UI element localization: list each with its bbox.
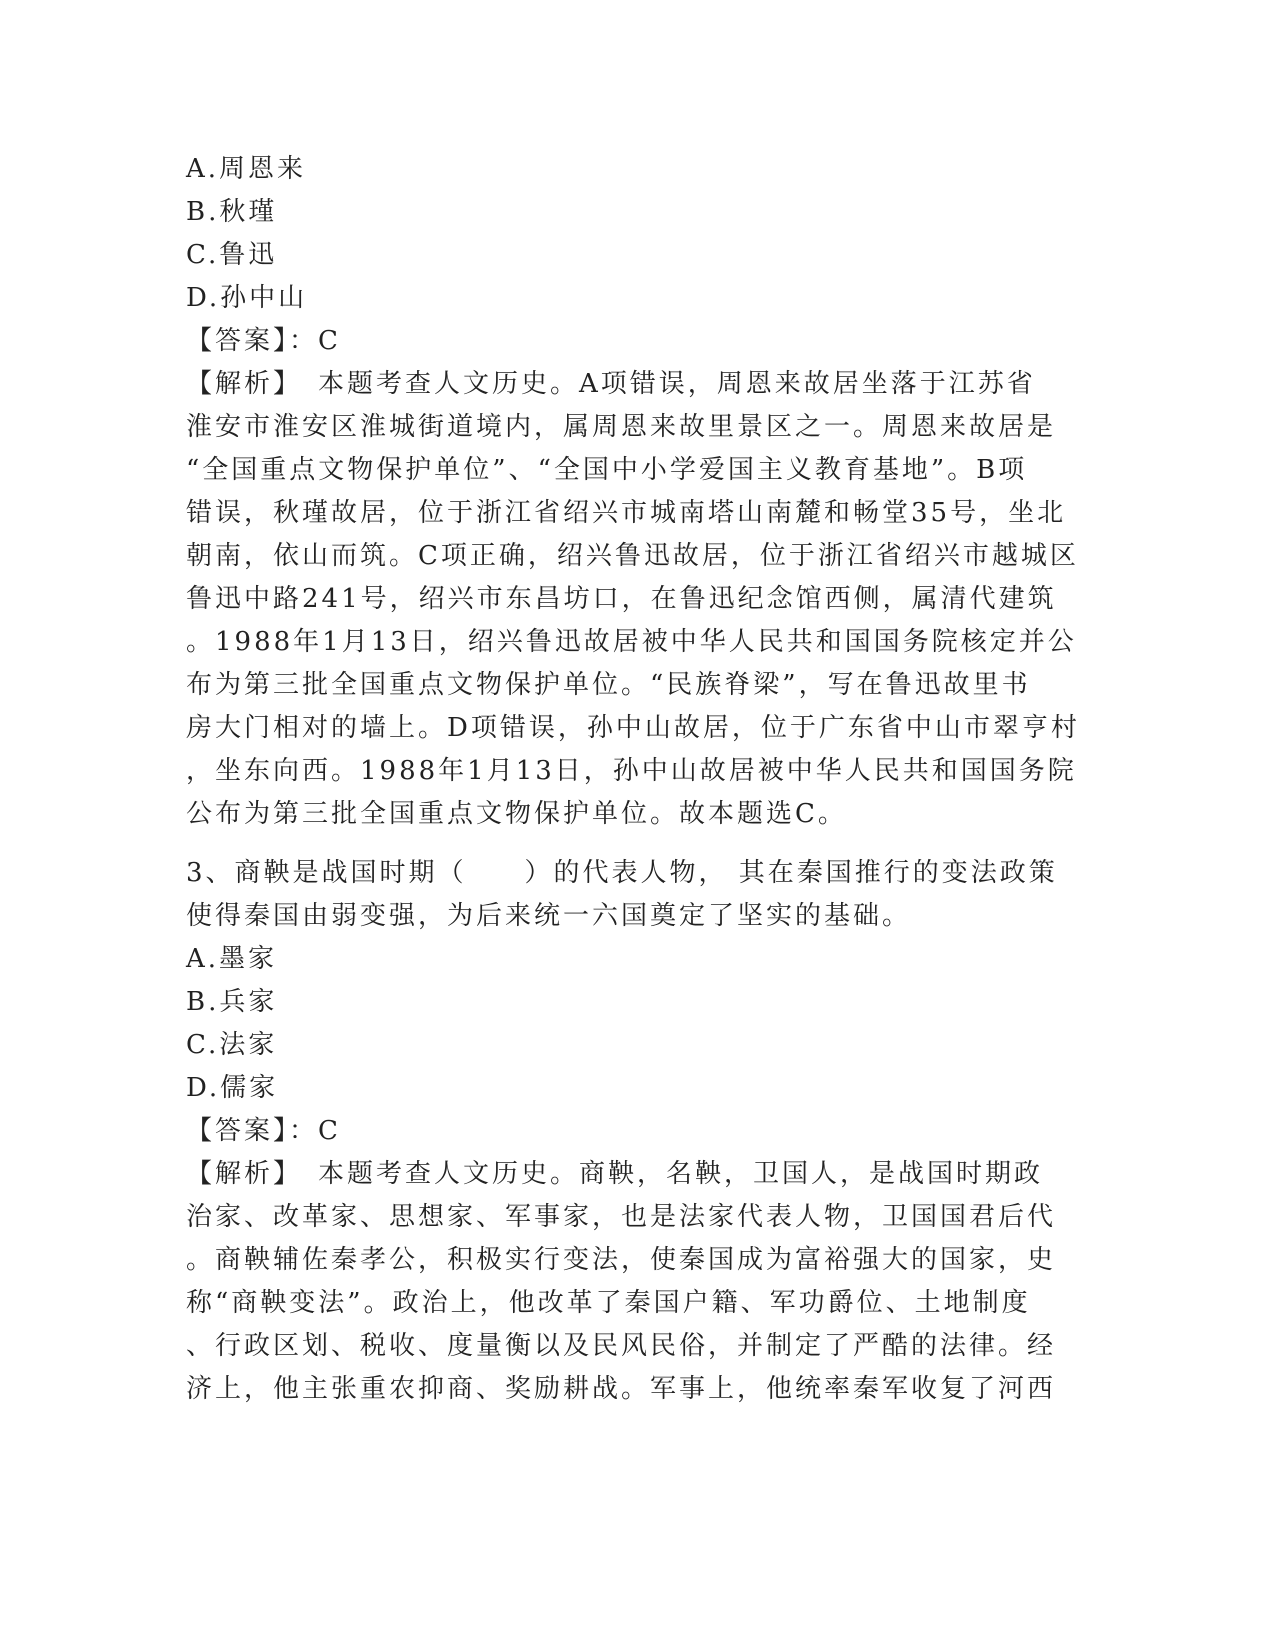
analysis-paragraph: [186, 1153, 1076, 1411]
analysis-line: 。1988年1月13日，绍兴鲁迅故居被中华人民共和国国务院核定并公: [186, 627, 1077, 657]
analysis-line: 称“商鞅变法”。政治上，他改革了秦国户籍、军功爵位、土地制度: [186, 1288, 1031, 1318]
analysis-paragraph: [186, 363, 1080, 836]
option-c: C.鲁迅: [186, 240, 278, 270]
option-a: A.墨家: [186, 944, 278, 974]
question-3-block: [186, 852, 1076, 1411]
analysis-line: 错误，秋瑾故居，位于浙江省绍兴市城南塔山南麓和畅堂35号，坐北: [186, 498, 1067, 528]
analysis-line: 布为第三批全国重点文物保护单位。“民族脊梁”，写在鲁迅故里书: [186, 670, 1031, 700]
option-b: B.兵家: [186, 987, 278, 1017]
option-a: A.周恩来: [186, 154, 307, 184]
question-line: 使得秦国由弱变强，为后来统一六国奠定了坚实的基础。: [186, 901, 912, 931]
analysis-line: 。商鞅辅佐秦孝公，积极实行变法，使秦国成为富裕强大的国家，史: [186, 1245, 1057, 1275]
document-content: [186, 148, 1080, 1411]
analysis-line: 、行政区划、税收、度量衡以及民风民俗，并制定了严酷的法律。经: [186, 1331, 1057, 1361]
question-2-block: [186, 148, 1080, 836]
answer-line: 【答案】：C: [186, 1116, 341, 1146]
analysis-line: ，坐东向西。1988年1月13日，孙中山故居被中华人民共和国国务院: [186, 756, 1077, 786]
analysis-line: 公布为第三批全国重点文物保护单位。故本题选C。: [186, 799, 847, 829]
analysis-line: 济上，他主张重农抑商、奖励耕战。军事上，他统率秦军收复了河西: [186, 1374, 1057, 1404]
option-d: D.孙中山: [186, 283, 308, 313]
analysis-line: 治家、改革家、思想家、军事家，也是法家代表人物，卫国国君后代: [186, 1202, 1057, 1232]
analysis-line: 房大门相对的墙上。D项错误，孙中山故居，位于广东省中山市翠亨村: [186, 713, 1080, 743]
analysis-line: 鲁迅中路241号，绍兴市东昌坊口，在鲁迅纪念馆西侧，属清代建筑: [186, 584, 1057, 614]
analysis-line: 淮安市淮安区淮城街道境内，属周恩来故里景区之一。周恩来故居是: [186, 412, 1057, 442]
question-text: [186, 852, 1076, 938]
option-c: C.法家: [186, 1030, 278, 1060]
option-b: B.秋瑾: [186, 197, 278, 227]
question-line: 3、商鞅是战国时期（ ）的代表人物， 其在秦国推行的变法政策: [186, 858, 1058, 888]
analysis-line: “全国重点文物保护单位”、“全国中小学爱国主义教育基地”。B项: [186, 455, 1028, 485]
analysis-line: 【解析】 本题考查人文历史。A项错误，周恩来故居坐落于江苏省: [186, 369, 1036, 399]
option-d: D.儒家: [186, 1073, 279, 1103]
answer-line: 【答案】：C: [186, 326, 341, 356]
analysis-line: 朝南，依山而筑。C项正确，绍兴鲁迅故居，位于浙江省绍兴市越城区: [186, 541, 1079, 571]
analysis-line: 【解析】 本题考查人文历史。商鞅，名鞅，卫国人，是战国时期政: [186, 1159, 1044, 1189]
